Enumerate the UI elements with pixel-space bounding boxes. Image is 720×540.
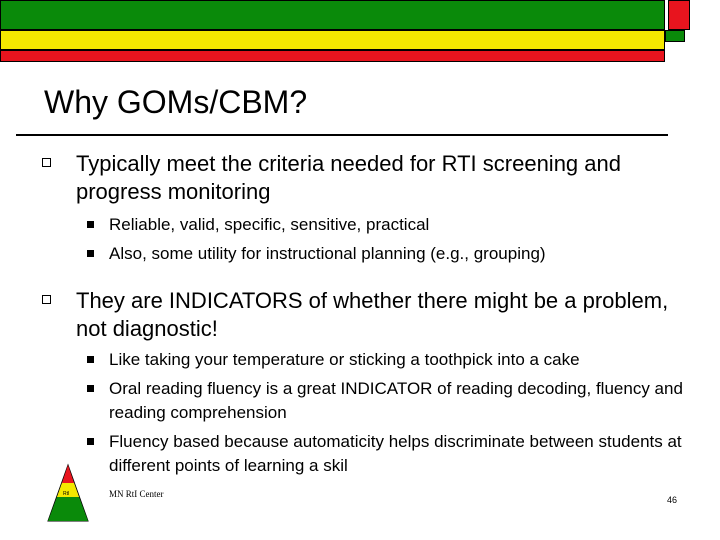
bullet-2-sub-1: Like taking your temperature or sticking a toothpick into a cake [109, 350, 580, 369]
header-green-square [665, 30, 685, 42]
filled-square-bullet-icon [87, 356, 94, 363]
header-yellow-bar [0, 30, 665, 50]
bullet-1-sub-2: Also, some utility for instructional planning (e.g., grouping) [109, 244, 546, 263]
header-red-square [668, 0, 690, 30]
slide-title: Why GOMs/CBM? [44, 84, 308, 120]
bullet-2-text: They are INDICATORS of whether there might be a problem, not diagnostic! [76, 288, 669, 341]
filled-square-bullet-icon [87, 221, 94, 228]
header-green-bar [0, 0, 665, 30]
bullet-1-sub-1: Reliable, valid, specific, sensitive, practical [109, 215, 430, 234]
title-underline [16, 134, 668, 136]
header-red-bar [0, 50, 665, 62]
bullet-2-sub-2: Oral reading fluency is a great INDICATOR of reading decoding, fluency and reading comprehension [109, 379, 683, 422]
filled-square-bullet-icon [87, 438, 94, 445]
bullet-2-sub-3: Fluency based because automaticity helps discriminate between students at different points of learning a skil [109, 432, 682, 475]
bullet-1-text: Typically meet the criteria needed for RTI screening and progress monitoring [76, 151, 621, 204]
footer-org: MN RtI Center [109, 489, 164, 499]
hollow-square-bullet-icon [42, 158, 51, 167]
logo-text: RtI [63, 491, 70, 497]
filled-square-bullet-icon [87, 385, 94, 392]
page-number: 46 [666, 495, 677, 505]
filled-square-bullet-icon [87, 250, 94, 257]
rti-triangle-logo-icon [46, 463, 90, 525]
hollow-square-bullet-icon [42, 295, 51, 304]
